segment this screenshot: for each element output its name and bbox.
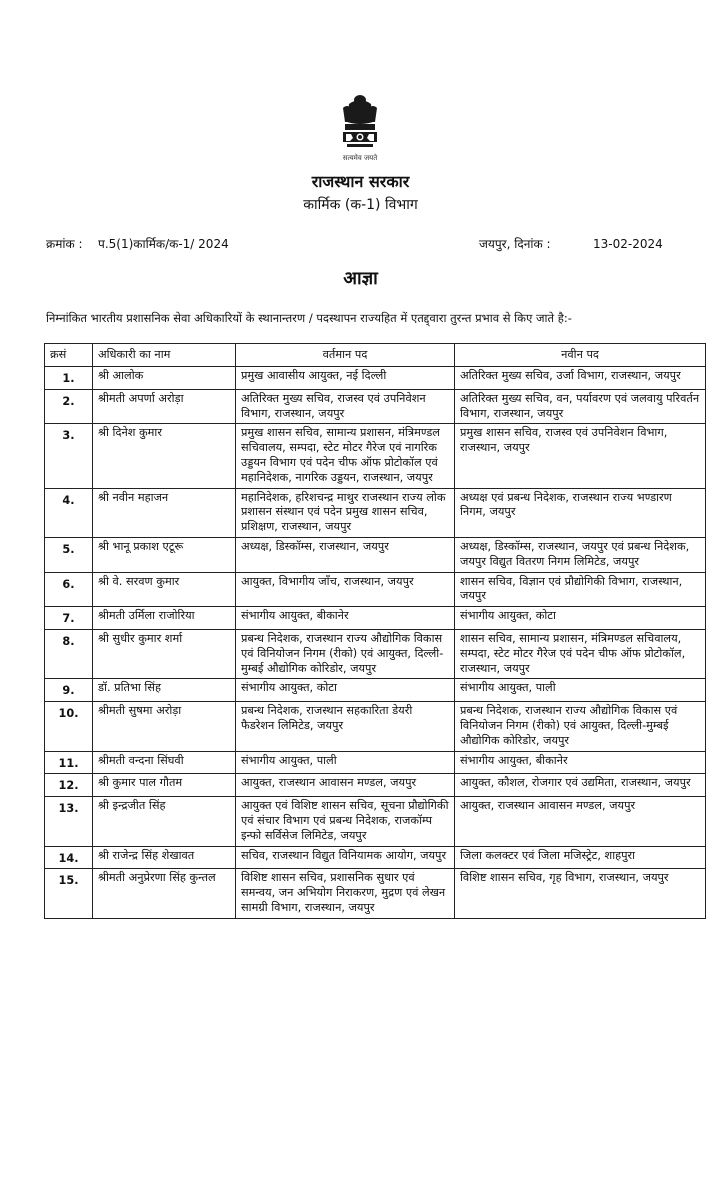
order-intro: निम्नांकित भारतीय प्रशासनिक सेवा अधिकारियों के स्थानान्तरण / पदस्थापन राज्यहित में एतद्द्वारा तुरन्त प्रभाव से किए जाते है:- bbox=[46, 311, 572, 325]
new-post-cell: अध्यक्ष एवं प्रबन्ध निदेशक, राजस्थान राज्य भण्डारण निगम, जयपुर bbox=[455, 488, 706, 537]
header-current-post: वर्तमान पद bbox=[236, 344, 455, 367]
current-post-cell: आयुक्त एवं विशिष्ट शासन सचिव, सूचना प्रौद्योगिकी एवं संचार विभाग एवं प्रबन्ध निदेशक, राजकॉम्प इन्फो सर्विसेज लिमिटेड, जयपुर bbox=[236, 797, 455, 846]
officer-name-cell: श्री वे. सरवण कुमार bbox=[93, 572, 236, 607]
officer-name-cell: श्री इन्द्रजीत सिंह bbox=[93, 797, 236, 846]
officer-name-cell: श्रीमती अपर्णा अरोड़ा bbox=[93, 389, 236, 424]
table-row bbox=[45, 389, 706, 424]
officer-name-cell: श्री नवीन महाजन bbox=[93, 488, 236, 537]
place-date-label: जयपुर, दिनांक : bbox=[479, 237, 551, 251]
new-post-cell: आयुक्त, राजस्थान आवासन मण्डल, जयपुर bbox=[455, 797, 706, 846]
current-post-cell: आयुक्त, विभागीय जाँच, राजस्थान, जयपुर bbox=[236, 572, 455, 607]
serial-number-cell: 6. bbox=[45, 572, 93, 607]
serial-number-cell: 3. bbox=[45, 424, 93, 488]
serial-number-cell: 2. bbox=[45, 389, 93, 424]
officer-name-cell: श्रीमती उर्मिला राजोरिया bbox=[93, 607, 236, 630]
officer-name-cell: श्री राजेन्द्र सिंह शेखावत bbox=[93, 846, 236, 869]
current-post-cell: प्रबन्ध निदेशक, राजस्थान सहकारिता डेयरी फैडरेशन लिमिटेड, जयपुर bbox=[236, 702, 455, 751]
new-post-cell: प्रबन्ध निदेशक, राजस्थान राज्य औद्योगिक विकास एवं विनियोजन निगम (रीको) एवं आयुक्त, दिल्ली-मुम्बई औद्योगिक कोरिडोर, जयपुर bbox=[455, 702, 706, 751]
serial-number-cell: 14. bbox=[45, 846, 93, 869]
table-row bbox=[45, 869, 706, 918]
new-post-cell: विशिष्ट शासन सचिव, गृह विभाग, राजस्थान, जयपुर bbox=[455, 869, 706, 918]
table-row bbox=[45, 774, 706, 797]
new-post-cell: शासन सचिव, विज्ञान एवं प्रौद्योगिकी विभाग, राजस्थान, जयपुर bbox=[455, 572, 706, 607]
government-title: राजस्थान सरकार bbox=[311, 172, 410, 191]
serial-number-cell: 8. bbox=[45, 629, 93, 678]
current-post-cell: अतिरिक्त मुख्य सचिव, राजस्व एवं उपनिवेशन विभाग, राजस्थान, जयपुर bbox=[236, 389, 455, 424]
officer-name-cell: श्री भानू प्रकाश एटूरू bbox=[93, 537, 236, 572]
officer-name-cell: श्री आलोक bbox=[93, 367, 236, 390]
ashoka-emblem-icon bbox=[337, 92, 383, 154]
table-row bbox=[45, 629, 706, 678]
table-row bbox=[45, 537, 706, 572]
new-post-cell: अतिरिक्त मुख्य सचिव, वन, पर्यावरण एवं जलवायु परिवर्तन विभाग, राजस्थान, जयपुर bbox=[455, 389, 706, 424]
table-row bbox=[45, 751, 706, 774]
officer-name-cell: श्री सुधीर कुमार शर्मा bbox=[93, 629, 236, 678]
current-post-cell: संभागीय आयुक्त, बीकानेर bbox=[236, 607, 455, 630]
officer-name-cell: श्रीमती अनुप्रेरणा सिंह कुन्तल bbox=[93, 869, 236, 918]
current-post-cell: विशिष्ट शासन सचिव, प्रशासनिक सुधार एवं समन्वय, जन अभियोग निराकरण, मुद्रण एवं लेखन सामग्री विभाग, राजस्थान, जयपुर bbox=[236, 869, 455, 918]
current-post-cell: आयुक्त, राजस्थान आवासन मण्डल, जयपुर bbox=[236, 774, 455, 797]
table-row bbox=[45, 488, 706, 537]
current-post-cell: प्रमुख आवासीय आयुक्त, नई दिल्ली bbox=[236, 367, 455, 390]
current-post-cell: संभागीय आयुक्त, पाली bbox=[236, 751, 455, 774]
table-row bbox=[45, 797, 706, 846]
serial-number-cell: 7. bbox=[45, 607, 93, 630]
current-post-cell: संभागीय आयुक्त, कोटा bbox=[236, 679, 455, 702]
serial-number-cell: 13. bbox=[45, 797, 93, 846]
current-post-cell: अध्यक्ष, डिस्कॉम्स, राजस्थान, जयपुर bbox=[236, 537, 455, 572]
serial-number-cell: 1. bbox=[45, 367, 93, 390]
state-emblem bbox=[328, 92, 392, 170]
new-post-cell: अतिरिक्त मुख्य सचिव, उर्जा विभाग, राजस्थान, जयपुर bbox=[455, 367, 706, 390]
current-post-cell: प्रबन्ध निदेशक, राजस्थान राज्य औद्योगिक विकास एवं विनियोजन निगम (रीको) एवं आयुक्त, दिल्ली-मुम्बई औद्योगिक कोरिडोर, जयपुर bbox=[236, 629, 455, 678]
officer-name-cell: श्रीमती सुषमा अरोड़ा bbox=[93, 702, 236, 751]
new-post-cell: शासन सचिव, सामान्य प्रशासन, मंत्रिमण्डल सचिवालय, सम्पदा, स्टेट मोटर गैरेज एवं पदेन चीफ ऑफ प्रोटोकॉल, राजस्थान, जयपुर bbox=[455, 629, 706, 678]
serial-number-cell: 4. bbox=[45, 488, 93, 537]
table-row bbox=[45, 424, 706, 488]
officer-name-cell: श्री कुमार पाल गौतम bbox=[93, 774, 236, 797]
current-post-cell: सचिव, राजस्थान विद्युत विनियामक आयोग, जयपुर bbox=[236, 846, 455, 869]
table-row bbox=[45, 679, 706, 702]
table-header-row bbox=[45, 344, 706, 367]
serial-number-cell: 5. bbox=[45, 537, 93, 572]
new-post-cell: संभागीय आयुक्त, बीकानेर bbox=[455, 751, 706, 774]
new-post-cell: संभागीय आयुक्त, कोटा bbox=[455, 607, 706, 630]
serial-number-cell: 15. bbox=[45, 869, 93, 918]
new-post-cell: जिला कलक्टर एवं जिला मजिस्ट्रेट, शाहपुरा bbox=[455, 846, 706, 869]
serial-number-cell: 10. bbox=[45, 702, 93, 751]
order-date: 13-02-2024 bbox=[593, 237, 663, 251]
table-row bbox=[45, 702, 706, 751]
transfer-table bbox=[44, 343, 706, 919]
current-post-cell: महानिदेशक, हरिशचन्द्र माथुर राजस्थान राज्य लोक प्रशासन संस्थान एवं पदेन प्रमुख शासन सचिव, प्रशिक्षण, राजस्थान, जयपुर bbox=[236, 488, 455, 537]
current-post-cell: प्रमुख शासन सचिव, सामान्य प्रशासन, मंत्रिमण्डल सचिवालय, सम्पदा, स्टेट मोटर गैरेज एवं नागरिक उड्डयन विभाग एवं पदेन चीफ ऑफ प्रोटोकॉल एवं महानिदेशक, नागरिक उड्डयन, राजस्थान, जयपुर bbox=[236, 424, 455, 488]
officer-name-cell: डॉ. प्रतिभा सिंह bbox=[93, 679, 236, 702]
new-post-cell: प्रमुख शासन सचिव, राजस्व एवं उपनिवेशन विभाग, राजस्थान, जयपुर bbox=[455, 424, 706, 488]
new-post-cell: संभागीय आयुक्त, पाली bbox=[455, 679, 706, 702]
kramank-value: प.5(1)कार्मिक/क-1/ 2024 bbox=[98, 237, 229, 251]
table-row bbox=[45, 572, 706, 607]
new-post-cell: आयुक्त, कौशल, रोजगार एवं उद्यमिता, राजस्थान, जयपुर bbox=[455, 774, 706, 797]
table-row bbox=[45, 607, 706, 630]
new-post-cell: अध्यक्ष, डिस्कॉम्स, राजस्थान, जयपुर एवं प्रबन्ध निदेशक, जयपुर विद्युत वितरण निगम लिमिटेड, जयपुर bbox=[455, 537, 706, 572]
order-title: आज्ञा bbox=[343, 268, 378, 289]
emblem-motto: सत्यमेव जयते bbox=[342, 154, 378, 162]
officer-name-cell: श्रीमती वन्दना सिंघवी bbox=[93, 751, 236, 774]
table-row bbox=[45, 367, 706, 390]
header-officer-name: अधिकारी का नाम bbox=[93, 344, 236, 367]
table-row bbox=[45, 846, 706, 869]
department-title: कार्मिक (क-1) विभाग bbox=[303, 197, 418, 213]
serial-number-cell: 11. bbox=[45, 751, 93, 774]
header-serial: क्रसं bbox=[45, 344, 93, 367]
officer-name-cell: श्री दिनेश कुमार bbox=[93, 424, 236, 488]
header-new-post: नवीन पद bbox=[455, 344, 706, 367]
serial-number-cell: 12. bbox=[45, 774, 93, 797]
serial-number-cell: 9. bbox=[45, 679, 93, 702]
kramank-label: क्रमांक : bbox=[46, 237, 83, 251]
